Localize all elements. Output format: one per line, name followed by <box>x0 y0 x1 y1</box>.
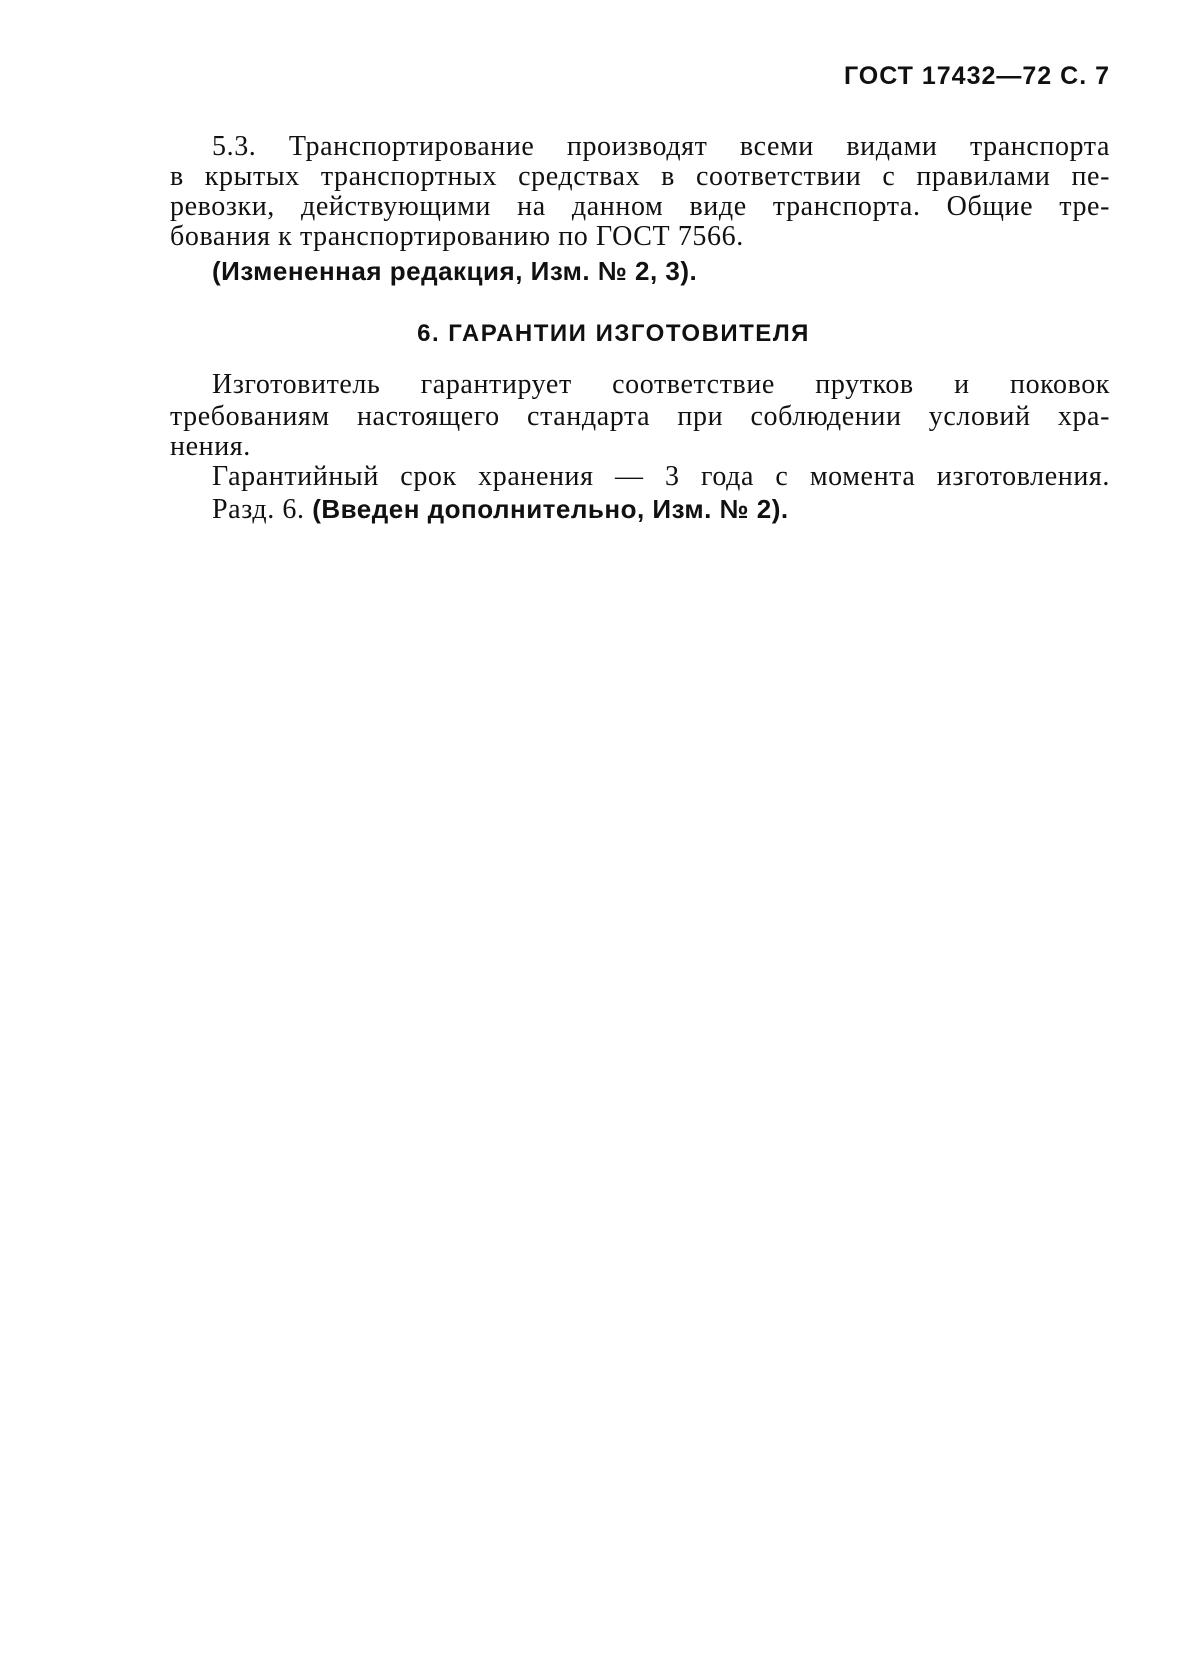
p53-line-3: ревозки, действующими на данном виде транспорта. Общие тре- <box>170 191 1110 222</box>
amendment-note: (Измененная редакция, Изм. № 2, 3). <box>212 256 698 286</box>
section-6-note-bold: (Введен дополнительно, Изм. № 2). <box>312 494 789 524</box>
section6-para1-line-2: требованиям настоящего стандарта при соблюдении условий хра- <box>170 401 1110 432</box>
guarantee-term-line: Гарантийный срок хранения — 3 года с момента изготовления. <box>212 461 1110 492</box>
section-6-note-prefix: Разд. 6. <box>212 494 305 525</box>
section6-para1-line-3: нения. <box>170 431 251 462</box>
section-6-note <box>212 492 1110 527</box>
running-header: ГОСТ 17432—72 С. 7 <box>843 62 1110 90</box>
section-6-title: 6. ГАРАНТИИ ИЗГОТОВИТЕЛЯ <box>417 320 810 347</box>
p53-line-4: бования к транспортированию по ГОСТ 7566. <box>170 221 744 252</box>
section6-para1-line-1: Изготовитель гарантирует соответствие прутков и поковок <box>212 369 1110 400</box>
p53-line-1: 5.3. Транспортирование производят всеми видами транспорта <box>212 131 1110 162</box>
p53-line-2: в крытых транспортных средствах в соответствии с правилами пе- <box>170 161 1110 192</box>
